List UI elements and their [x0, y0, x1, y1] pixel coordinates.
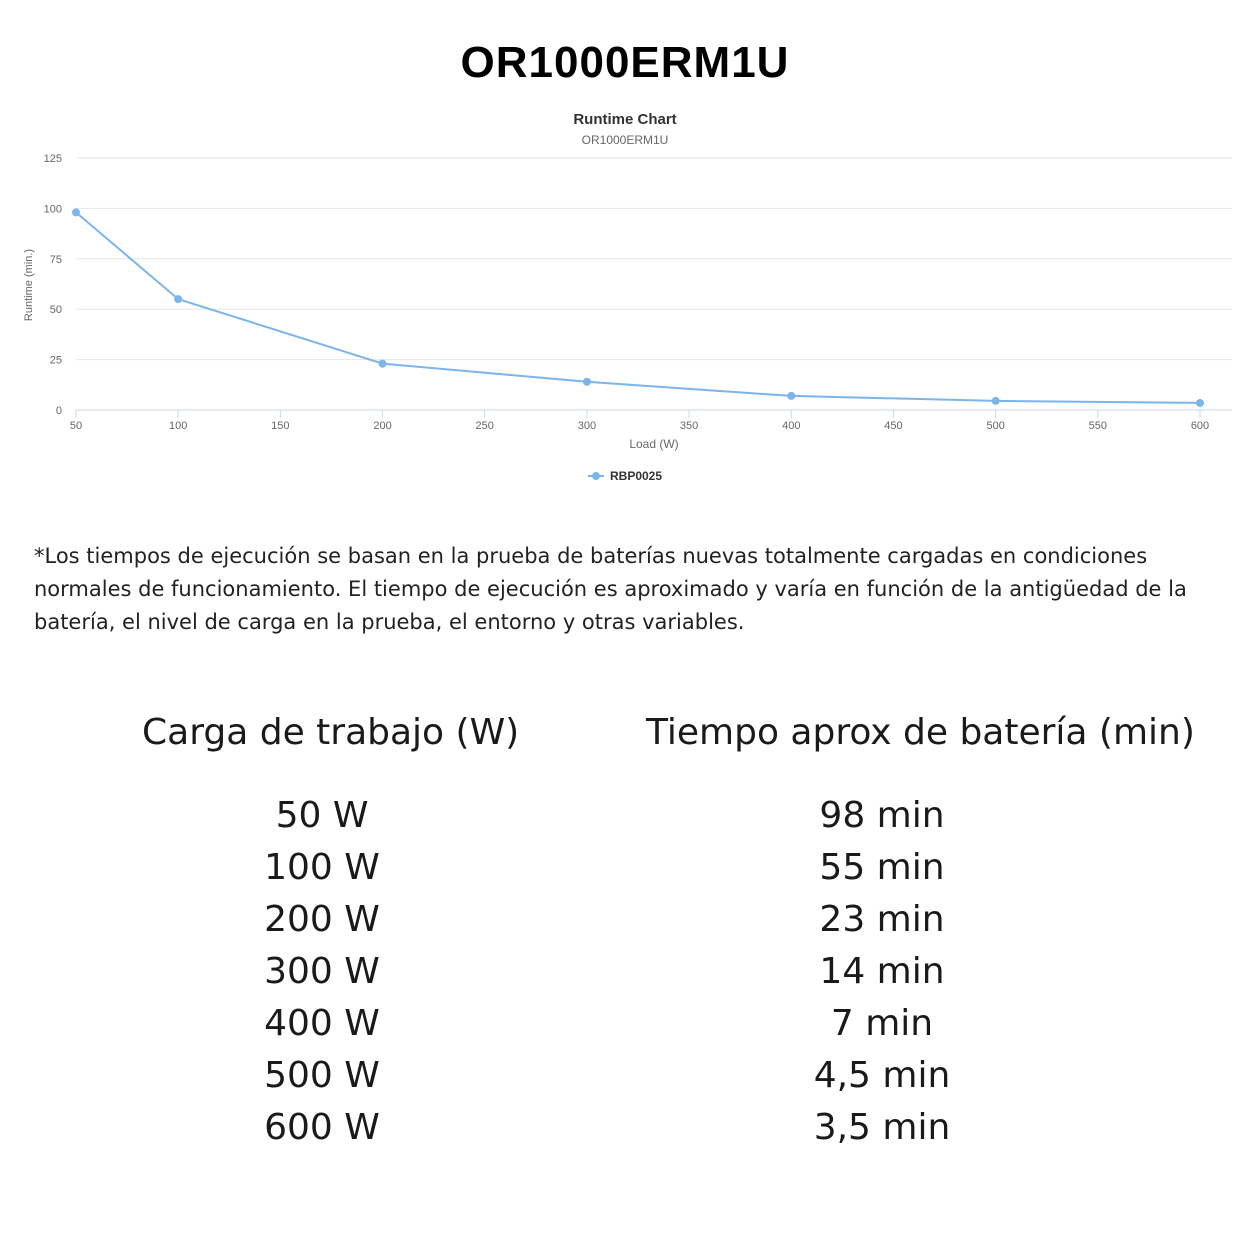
y-tick-label: 125 — [43, 153, 62, 165]
y-axis-label: Runtime (min.) — [23, 248, 35, 322]
table-header-time: Tiempo aprox de batería (min) — [646, 712, 1195, 753]
runtime-disclaimer: *Los tiempos de ejecución se basan en la prueba de baterías nuevas totalmente cargadas en condiciones normales de funcionamiento. El tiempo de ejecución es aproximado y varía en función de la antigüedad de la batería, el nivel de carga en la prueba, el entorno y otras variables. — [34, 544, 1187, 634]
table-cell-time: 3,5 min — [813, 1107, 951, 1148]
table-cell-load: 50 W — [275, 795, 369, 836]
data-point[interactable] — [1196, 399, 1204, 407]
x-tick-label: 200 — [373, 420, 392, 432]
table-cell-load: 500 W — [264, 1055, 380, 1096]
table-column-load — [222, 790, 422, 1154]
data-point[interactable] — [379, 360, 387, 368]
y-tick-label: 75 — [49, 253, 62, 266]
y-tick-label: 0 — [55, 405, 62, 417]
chart-subtitle: OR1000ERM1U — [581, 133, 669, 147]
chart-legend[interactable] — [588, 469, 662, 483]
table-cell-load: 200 W — [264, 899, 380, 940]
y-tick-label: 100 — [43, 203, 62, 216]
x-tick-label: 600 — [1190, 420, 1210, 432]
x-tick-label: 150 — [271, 420, 290, 432]
data-point[interactable] — [72, 208, 80, 216]
x-tick-label: 350 — [679, 420, 699, 432]
data-point[interactable] — [787, 392, 795, 400]
series-line — [76, 212, 1200, 403]
legend-dot-marker — [592, 472, 600, 480]
table-cell-load: 100 W — [264, 847, 380, 888]
y-tick-label: 50 — [49, 304, 62, 317]
table-cell-load: 400 W — [264, 1003, 380, 1044]
table-cell-load: 600 W — [264, 1107, 380, 1148]
data-point[interactable] — [992, 397, 1000, 405]
table-cell-time: 14 min — [819, 951, 945, 992]
table-cell-time: 23 min — [819, 899, 945, 940]
x-tick-label: 250 — [475, 420, 494, 432]
table-column-time — [762, 790, 1002, 1154]
x-tick-label: 50 — [69, 420, 83, 432]
x-tick-label: 450 — [884, 420, 903, 432]
data-point[interactable] — [174, 295, 182, 303]
y-tick-label: 25 — [49, 354, 62, 367]
legend-item-label: RBP0025 — [610, 469, 663, 483]
x-tick-label: 500 — [986, 420, 1005, 432]
table-cell-time: 4,5 min — [813, 1055, 951, 1096]
table-cell-load: 300 W — [264, 951, 380, 992]
x-tick-label: 300 — [577, 420, 597, 432]
page-title: OR1000ERM1U — [460, 38, 790, 87]
x-tick-label: 100 — [169, 420, 188, 432]
table-cell-time: 7 min — [830, 1003, 934, 1044]
x-tick-label: 400 — [782, 420, 801, 432]
x-axis-label: Load (W) — [629, 437, 679, 451]
chart-series — [72, 208, 1204, 407]
runtime-chart — [0, 100, 1250, 500]
table-cell-time: 55 min — [819, 847, 945, 888]
chart-title: Runtime Chart — [573, 111, 677, 128]
table-header-load: Carga de trabajo (W) — [142, 712, 520, 753]
table-cell-time: 98 min — [819, 795, 945, 836]
data-point[interactable] — [583, 378, 591, 386]
chart-axes — [44, 153, 1210, 432]
chart-grid — [76, 158, 1232, 410]
runtime-chart-svg — [0, 100, 1250, 500]
x-tick-label: 550 — [1088, 420, 1107, 432]
